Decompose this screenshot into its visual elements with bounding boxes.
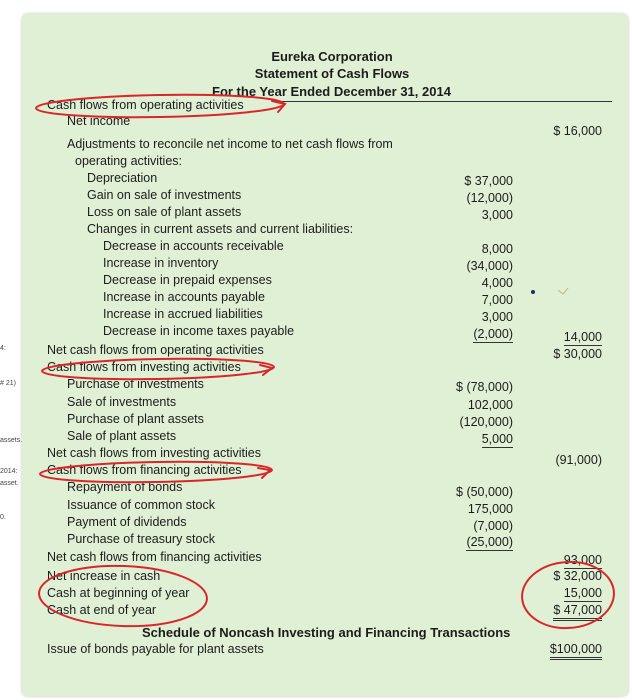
- statement-title: Statement of Cash Flows: [254, 66, 410, 81]
- line-item-label: Purchase of investments: [67, 377, 204, 391]
- line-item-label: Sale of investments: [67, 395, 177, 409]
- net-income-value: $ 16,000: [553, 124, 602, 138]
- line-item-value: 7,000: [481, 293, 513, 307]
- operating-heading-circle: [36, 93, 284, 119]
- line-item-value: (2,000): [473, 327, 513, 341]
- line-item-value: (7,000): [473, 519, 513, 533]
- line-item-value: 3,000: [481, 208, 513, 222]
- stray-tick-mark: [558, 288, 568, 294]
- line-item-value: (25,000): [466, 535, 513, 549]
- line-item-value: 5,000: [481, 432, 513, 446]
- net-investing-value: (91,000): [555, 453, 602, 467]
- summary-values-circle: [520, 559, 616, 631]
- investing-heading-circle: [42, 357, 274, 381]
- adjustments-label: Adjustments to reconcile net income to net cash flows from: [67, 137, 393, 151]
- line-item-label: Decrease in prepaid expenses: [103, 273, 272, 287]
- line-item-label: Repayment of bonds: [67, 480, 183, 494]
- net-financing-label: Net cash flows from financing activities: [47, 550, 262, 564]
- stray-dot: [531, 290, 535, 294]
- margin-note: 0.: [0, 514, 6, 521]
- noncash-item-label: Issue of bonds payable for plant assets: [47, 642, 264, 656]
- financing-heading: Cash flows from financing activities: [47, 463, 242, 477]
- net-income-label: Net income: [67, 114, 131, 128]
- line-item-value: 4,000: [481, 276, 513, 290]
- net-investing-label: Net cash flows from investing activities: [47, 446, 261, 460]
- line-item-label: Decrease in accounts receivable: [103, 239, 284, 253]
- margin-note: 4:: [0, 345, 6, 352]
- ending-cash-value: $ 47,000: [553, 603, 602, 621]
- investing-heading: Cash flows from investing activities: [47, 360, 241, 374]
- line-item-label: Depreciation: [87, 171, 158, 185]
- line-item-value: 3,000: [481, 310, 513, 324]
- margin-note: asset.: [0, 480, 19, 487]
- line-item-value: (12,000): [466, 191, 513, 205]
- line-item-label: Decrease in income taxes payable: [103, 324, 295, 338]
- line-item-value: (120,000): [459, 415, 513, 429]
- net-operating-label: Net cash flows from operating activities: [47, 343, 264, 357]
- operating-heading: Cash flows from operating activities: [47, 98, 244, 112]
- line-item-label: Purchase of plant assets: [67, 412, 204, 426]
- ending-cash-label: Cash at end of year: [47, 603, 157, 617]
- line-item-label: Loss on sale of plant assets: [87, 205, 242, 219]
- line-item-label: Increase in accrued liabilities: [103, 307, 263, 321]
- net-increase-label: Net increase in cash: [47, 569, 161, 583]
- line-item-label: Purchase of treasury stock: [67, 532, 215, 546]
- financing-heading-circle: [40, 460, 272, 484]
- statement-period: For the Year Ended December 31, 2014: [212, 84, 451, 99]
- line-item-value: (34,000): [466, 259, 513, 273]
- line-item-label: Issuance of common stock: [67, 498, 215, 512]
- line-item-label: Payment of dividends: [67, 515, 187, 529]
- line-item-label: Gain on sale of investments: [87, 188, 242, 202]
- margin-note: # 21): [0, 380, 16, 387]
- line-item-label: Sale of plant assets: [67, 429, 177, 443]
- adjustments-label-cont: operating activities:: [75, 154, 183, 168]
- summary-labels-circle: [38, 563, 208, 629]
- company-name: Eureka Corporation: [271, 49, 393, 64]
- margin-note: 2014:: [0, 468, 18, 475]
- line-item-label: Increase in accounts payable: [103, 290, 265, 304]
- line-item-value: $ (50,000): [456, 485, 513, 499]
- changes-heading: Changes in current assets and current liabilities:: [87, 222, 354, 236]
- noncash-heading: Schedule of Noncash Investing and Financing Transactions: [142, 625, 511, 640]
- noncash-item-value: $100,000: [550, 642, 602, 660]
- line-item-value: $ (78,000): [456, 380, 513, 394]
- line-item-label: Increase in inventory: [103, 256, 219, 270]
- adjustments-total: 14,000: [563, 330, 602, 344]
- net-financing-value: 93,000: [563, 553, 602, 567]
- line-item-value: 102,000: [467, 398, 513, 412]
- net-operating-value: $ 30,000: [553, 347, 602, 361]
- beginning-cash-value: 15,000: [563, 586, 602, 600]
- line-item-value: 175,000: [467, 502, 513, 516]
- margin-note: assets.: [0, 437, 22, 444]
- net-increase-value: $ 32,000: [553, 569, 602, 583]
- line-item-value: $ 37,000: [464, 174, 513, 188]
- beginning-cash-label: Cash at beginning of year: [47, 586, 190, 600]
- line-item-value: 8,000: [481, 242, 513, 256]
